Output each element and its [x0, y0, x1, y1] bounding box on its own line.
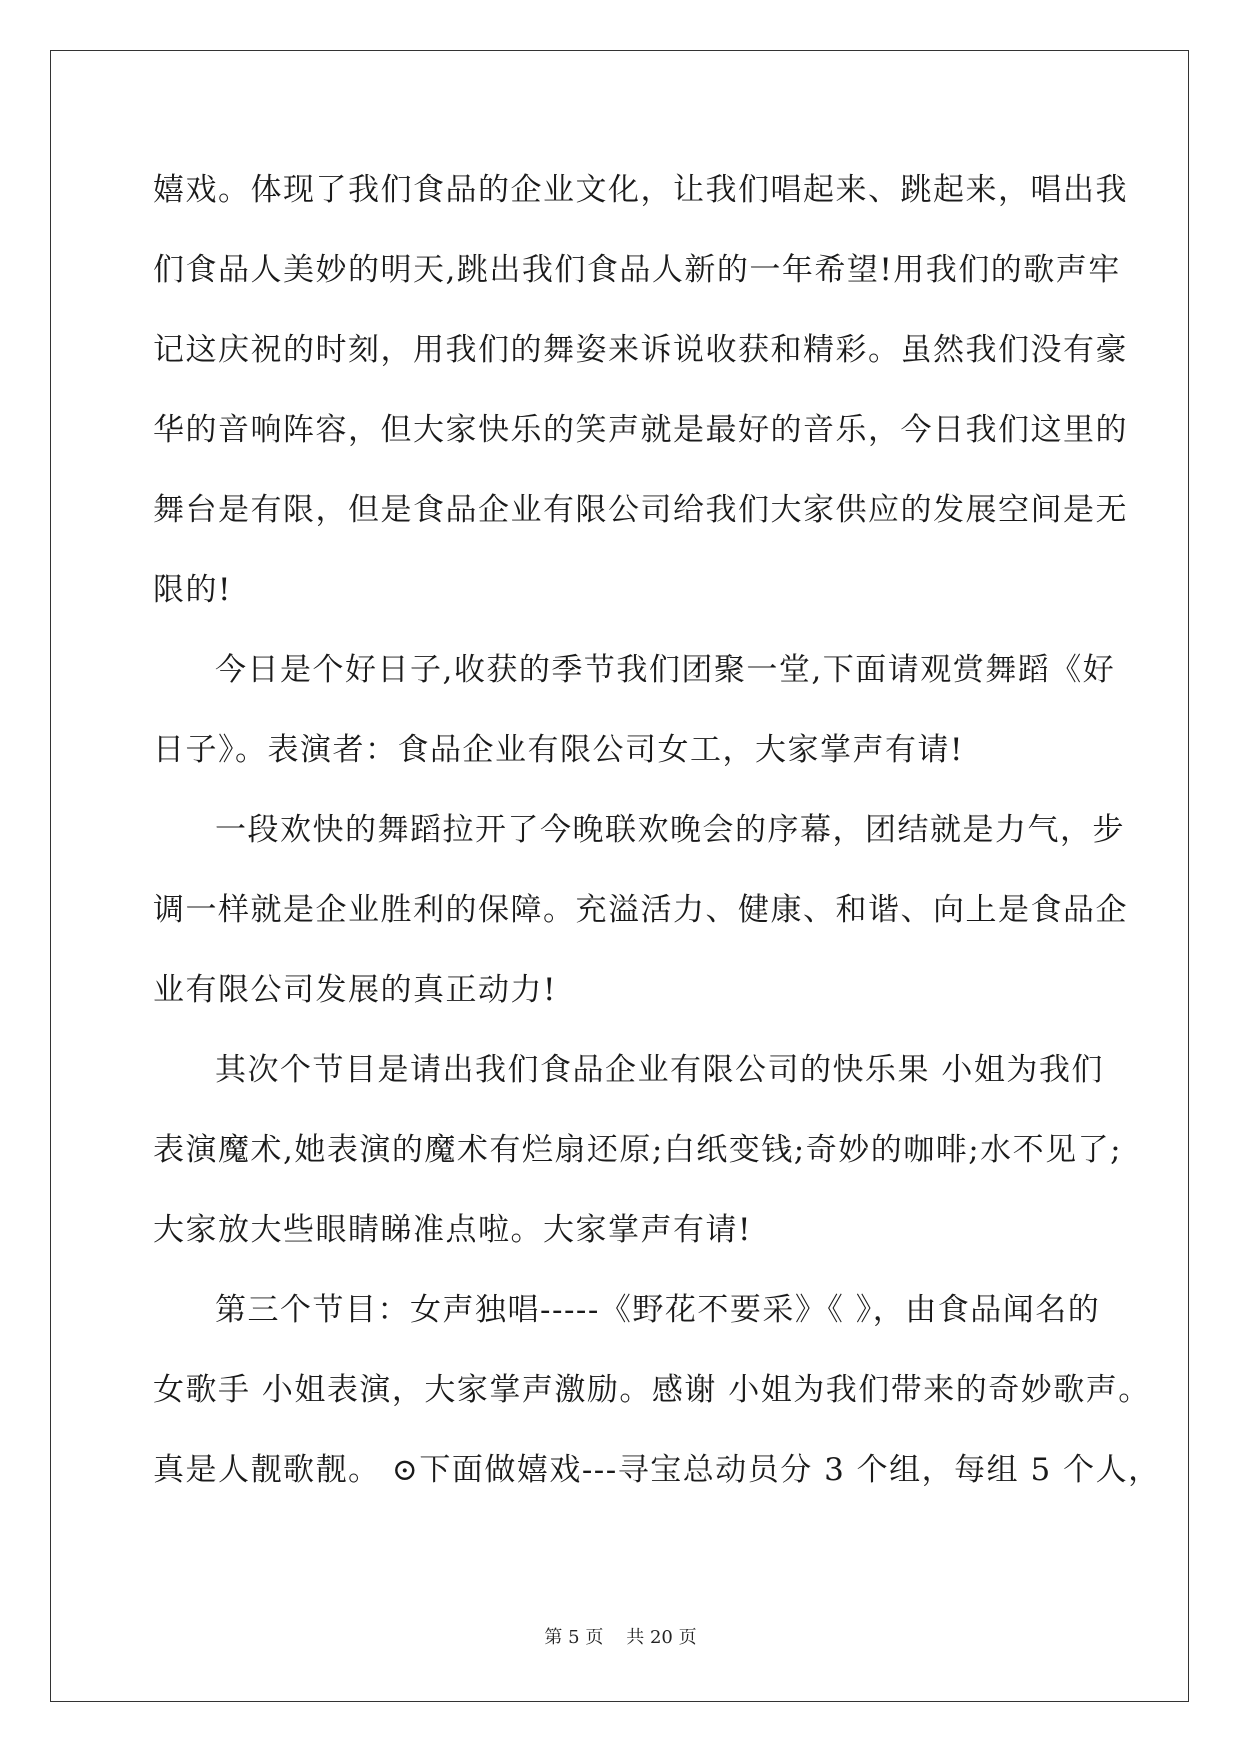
text-line: 女歌手 小姐表演，大家掌声激励。感谢 小姐为我们带来的奇妙歌声。 [153, 1372, 1151, 1408]
paragraph-first-line: 今日是个好日子,收获的季节我们团聚一堂,下面请观赏舞蹈《好 [215, 652, 1116, 688]
text-line: 大家放大些眼睛睇准点啦。大家掌声有请! [153, 1212, 752, 1248]
text-line: 华的音响阵容，但大家快乐的笑声就是最好的音乐，今日我们这里的 [153, 412, 1128, 448]
text-line: 记这庆祝的时刻，用我们的舞姿来诉说收获和精彩。虽然我们没有豪 [153, 332, 1128, 368]
paragraph-first-line: 一段欢快的舞蹈拉开了今晚联欢晚会的序幕，团结就是力气，步 [215, 812, 1125, 848]
text-line: 们食品人美妙的明天,跳出我们食品人新的一年希望!用我们的歌声牢 [153, 252, 1121, 288]
text-line: 嬉戏。体现了我们食品的企业文化，让我们唱起来、跳起来，唱出我 [153, 172, 1128, 208]
page-footer [0, 1623, 1241, 1649]
text-line: 真是人靓歌靓。 ⊙下面做嬉戏---寻宝总动员分 3 个组，每组 5 个人， [153, 1452, 1161, 1488]
text-line: 限的! [153, 572, 232, 608]
text-line: 表演魔术,她表演的魔术有烂扇还原;白纸变钱;奇妙的咖啡;水不见了; [153, 1132, 1123, 1168]
text-line: 业有限公司发展的真正动力! [153, 972, 557, 1008]
page-number: 第 5 页 [544, 1627, 604, 1648]
page-total: 共 20 页 [626, 1627, 697, 1648]
paragraph-first-line: 第三个节目：女声独唱-----《野花不要采》《 》，由食品闻名的 [215, 1292, 1101, 1328]
paragraph-first-line: 其次个节目是请出我们食品企业有限公司的快乐果 小姐为我们 [215, 1052, 1104, 1088]
text-line: 日子》。表演者：食品企业有限公司女工，大家掌声有请! [153, 732, 964, 768]
text-line: 舞台是有限，但是食品企业有限公司给我们大家供应的发展空间是无 [153, 492, 1128, 528]
text-line: 调一样就是企业胜利的保障。充溢活力、健康、和谐、向上是食品企 [153, 892, 1128, 928]
document-body [153, 160, 1161, 1520]
